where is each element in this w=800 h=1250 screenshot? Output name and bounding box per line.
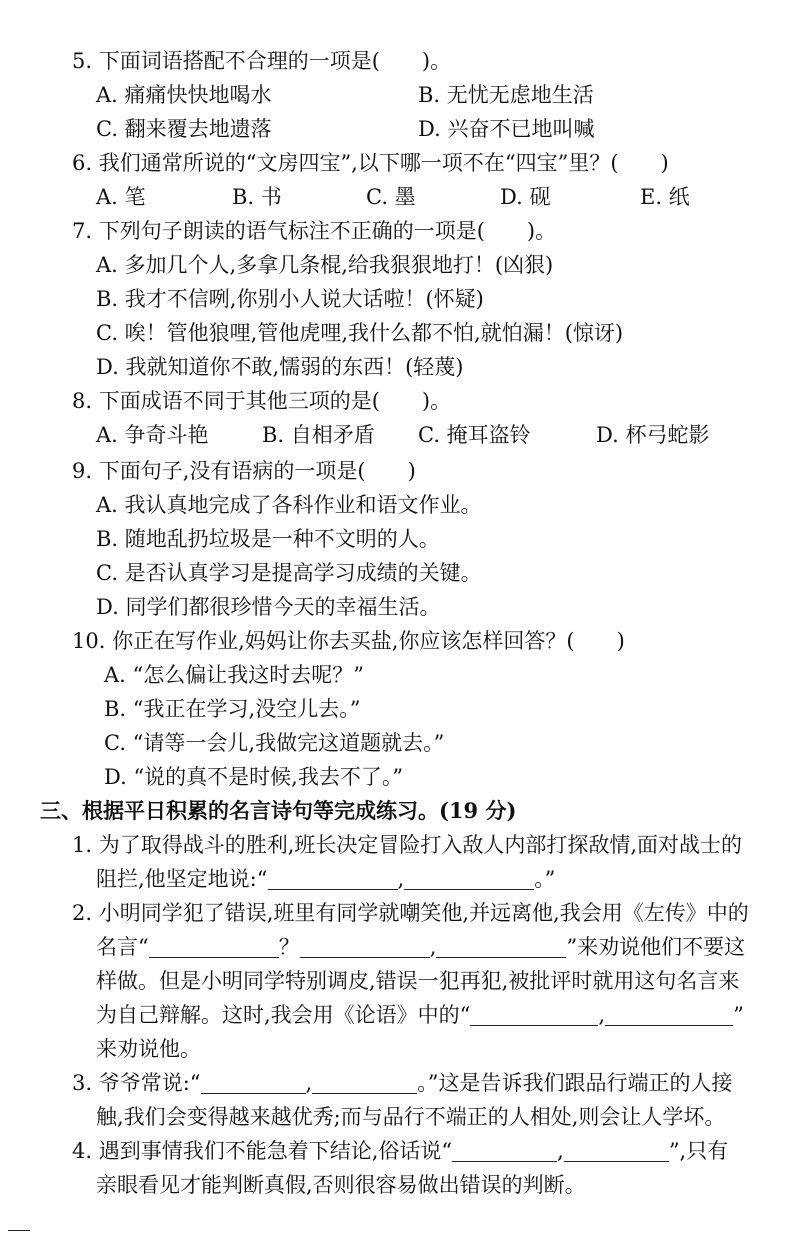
s3-item1-line1: 1. 为了取得战斗的胜利,班长决定冒险打入敌人内部打探敌情,面对战士的 — [72, 833, 743, 857]
q7-option-a: A. 多加几个人,多拿几条棍,给我狠狠地打！(凶狠) — [96, 253, 554, 277]
s3-item2-text-d: ” — [733, 1003, 744, 1027]
q10-option-c: C. “请等一会儿,我做完这道题就去。” — [104, 731, 445, 755]
section-3-title: 三、根据平日积累的名言诗句等完成练习。(19 分) — [40, 798, 517, 823]
q10-option-d: D. “说的真不是时候,我去不了。” — [104, 765, 404, 789]
s3-item1-text-a: 阻拦,他坚定地说:“ — [96, 867, 268, 891]
s3-item4-text-b: ”,只有 — [668, 1139, 729, 1163]
q10-option-a: A. “怎么偏让我这时去呢？” — [104, 663, 364, 687]
s3-item4-text-a: 4. 遇到事情我们不能急着下结论,俗话说“ — [72, 1139, 453, 1163]
s3-item4-blank-2[interactable] — [564, 1139, 669, 1162]
q6-stem: 6. 我们通常所说的“文房四宝”,以下哪一项不在“四宝”里？( ) — [72, 151, 669, 175]
q8-option-a: A. 争奇斗艳 — [96, 423, 209, 447]
q8-stem: 8. 下面成语不同于其他三项的是( )。 — [72, 389, 452, 413]
s3-item2-text-a: 名言“ — [96, 935, 149, 959]
s3-item2-line4 — [96, 998, 744, 1032]
s3-item2-blank-3[interactable] — [436, 935, 566, 958]
s3-item2-comma-2: , — [598, 1003, 606, 1027]
s3-item3-blank-2[interactable] — [312, 1071, 417, 1094]
s3-item3-text-b: 。”这是告诉我们跟品行端正的人接 — [417, 1071, 733, 1095]
q5-option-b: B. 无忧无虑地生活 — [418, 83, 594, 107]
s3-item1-blank-2[interactable] — [404, 867, 534, 890]
s3-item4-line2: 亲眼看见才能判断真假,否则很容易做出错误的判断。 — [96, 1173, 586, 1197]
q7-option-b: B. 我才不信咧,你别小人说大话啦！(怀疑) — [96, 287, 484, 311]
s3-item4-line1 — [72, 1134, 728, 1168]
s3-item4-comma: , — [557, 1139, 564, 1163]
s3-item1-blank-1[interactable] — [268, 867, 398, 890]
q5-option-c: C. 翻来覆去地遗落 — [96, 117, 272, 141]
s3-item2-line2 — [96, 930, 745, 964]
s3-item2-blank-2[interactable] — [300, 935, 430, 958]
s3-item1-sep: , — [397, 867, 405, 891]
q6-option-c: C. 墨 — [366, 185, 416, 209]
s3-item3-blank-1[interactable] — [201, 1071, 306, 1094]
s3-item3-line2: 触,我们会变得越来越优秀;而与品行不端正的人相处,则会让人学坏。 — [96, 1105, 726, 1129]
q8-option-b: B. 自相矛盾 — [262, 423, 375, 447]
s3-item2-text-c: 为自己辩解。这时,我会用《论语》中的“ — [96, 1003, 471, 1027]
s3-item2-line3: 样做。但是小明同学特别调皮,错误一犯再犯,被批评时就用这句名言来 — [96, 969, 740, 993]
q9-option-a: A. 我认真地完成了各科作业和语文作业。 — [96, 493, 482, 517]
q5-option-a: A. 痛痛快快地喝水 — [96, 83, 272, 107]
q10-option-b: B. “我正在学习,没空儿去。” — [104, 697, 361, 721]
s3-item1-text-b: 。” — [534, 867, 556, 891]
s3-item2-blank-5[interactable] — [605, 1003, 733, 1026]
q7-stem: 7. 下列句子朗读的语气标注不正确的一项是( )。 — [72, 219, 557, 243]
q7-option-d: D. 我就知道你不敢,懦弱的东西！(轻蔑) — [96, 355, 464, 379]
q9-option-d: D. 同学们都很珍惜今天的幸福生活。 — [96, 595, 441, 619]
q6-option-a: A. 笔 — [96, 185, 146, 209]
q8-option-c: C. 掩耳盗铃 — [418, 423, 531, 447]
s3-item1-line2 — [96, 862, 555, 896]
s3-item2-line1: 2. 小明同学犯了错误,班里有同学就嘲笑他,并远离他,我会用《左传》中的 — [72, 901, 749, 925]
s3-item3-line1 — [72, 1066, 732, 1100]
s3-item3-comma: , — [305, 1071, 313, 1095]
q6-option-d: D. 砚 — [500, 185, 551, 209]
q8-option-d: D. 杯弓蛇影 — [596, 423, 710, 447]
q5-option-d: D. 兴奋不已地叫喊 — [418, 117, 595, 141]
s3-item3-text-a: 3. 爷爷常说:“ — [72, 1071, 201, 1095]
q7-option-c: C. 唉！管他狼哩,管他虎哩,我什么都不怕,就怕漏！(惊讶) — [96, 321, 624, 345]
s3-item2-blank-4[interactable] — [470, 1003, 598, 1026]
s3-item2-line5: 来劝说他。 — [96, 1037, 201, 1061]
q9-stem: 9. 下面句子,没有语病的一项是( ) — [72, 459, 416, 483]
q5-stem: 5. 下面词语搭配不合理的一项是( )。 — [72, 49, 452, 73]
footer-rule — [8, 1230, 30, 1231]
s3-item2-question-mark: ？ — [278, 935, 300, 959]
s3-item4-blank-1[interactable] — [452, 1139, 557, 1162]
q6-option-e: E. 纸 — [640, 185, 690, 209]
q6-option-b: B. 书 — [232, 185, 282, 209]
s3-item2-blank-1[interactable] — [149, 935, 279, 958]
q9-option-c: C. 是否认真学习是提高学习成绩的关键。 — [96, 561, 482, 585]
q9-option-b: B. 随地乱扔垃圾是一种不文明的人。 — [96, 527, 440, 551]
s3-item2-comma: , — [429, 935, 437, 959]
q10-stem: 10. 你正在写作业,妈妈让你去买盐,你应该怎样回答？( ) — [72, 629, 625, 653]
s3-item2-text-b: ”来劝说他们不要这 — [566, 935, 746, 959]
